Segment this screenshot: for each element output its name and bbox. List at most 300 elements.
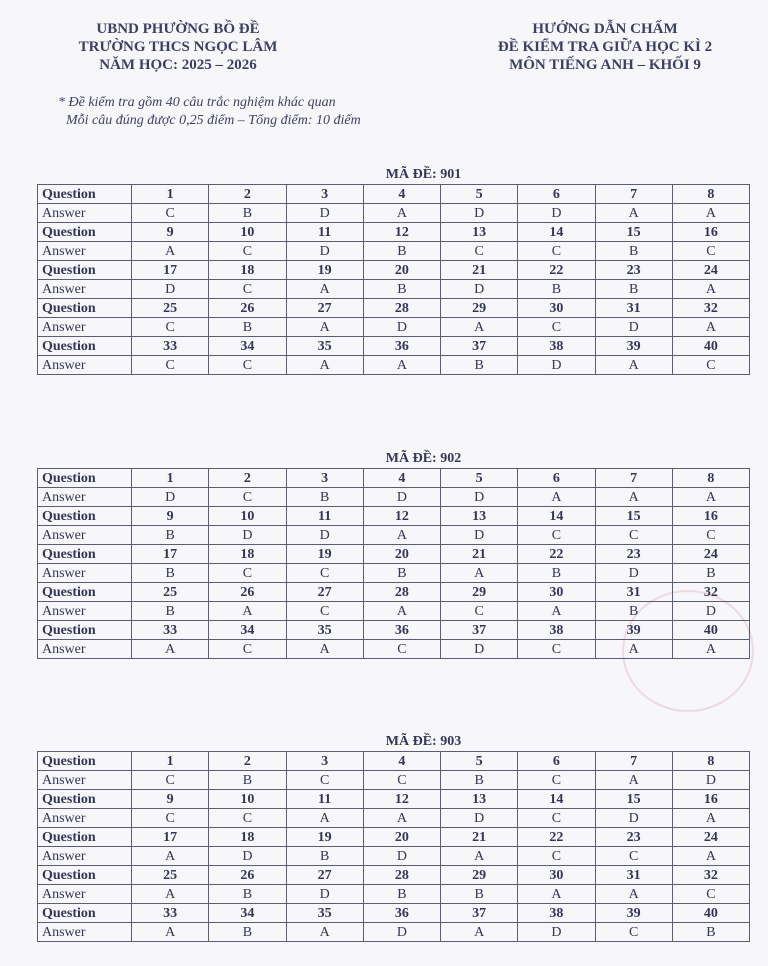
question-row (38, 866, 750, 885)
answer-letter: A (518, 602, 595, 621)
question-number: 16 (672, 790, 749, 809)
answer-letter: A (363, 602, 440, 621)
question-number: 38 (518, 621, 595, 640)
answer-letter: D (209, 847, 286, 866)
answer-letter: A (286, 923, 363, 942)
answer-letter: B (672, 923, 749, 942)
answer-letter: A (132, 640, 209, 659)
question-number: 9 (132, 223, 209, 242)
question-number: 5 (441, 185, 518, 204)
answer-letter: B (441, 356, 518, 375)
answer-letter: B (132, 526, 209, 545)
question-number: 37 (441, 904, 518, 923)
question-row (38, 904, 750, 923)
answer-letter: B (209, 204, 286, 223)
question-number: 19 (286, 261, 363, 280)
answer-letter: B (363, 242, 440, 261)
answer-letter: A (132, 885, 209, 904)
answer-letter: C (363, 771, 440, 790)
question-number: 7 (595, 469, 672, 488)
answer-letter: C (209, 280, 286, 299)
question-label: Question (38, 223, 132, 242)
answer-letter: C (595, 847, 672, 866)
answer-letter: D (595, 318, 672, 337)
question-number: 4 (363, 469, 440, 488)
answer-row (38, 204, 750, 223)
question-number: 20 (363, 545, 440, 564)
answer-letter: C (518, 809, 595, 828)
answer-label: Answer (38, 640, 132, 659)
question-number: 6 (518, 752, 595, 771)
answer-letter: C (363, 640, 440, 659)
question-row (38, 507, 750, 526)
question-number: 39 (595, 904, 672, 923)
question-number: 12 (363, 507, 440, 526)
question-number: 24 (672, 261, 749, 280)
answer-label: Answer (38, 771, 132, 790)
school-year: NĂM HỌC: 2025 – 2026 (99, 57, 257, 73)
question-number: 35 (286, 337, 363, 356)
question-number: 6 (518, 469, 595, 488)
answer-letter: A (209, 602, 286, 621)
question-label: Question (38, 828, 132, 847)
answer-row (38, 640, 750, 659)
answer-letter: D (595, 564, 672, 583)
question-number: 25 (132, 299, 209, 318)
answer-letter: B (595, 242, 672, 261)
answer-row (38, 356, 750, 375)
question-number: 18 (209, 261, 286, 280)
question-number: 37 (441, 337, 518, 356)
answer-label: Answer (38, 885, 132, 904)
question-number: 4 (363, 752, 440, 771)
question-number: 39 (595, 621, 672, 640)
question-number: 40 (672, 904, 749, 923)
question-number: 8 (672, 752, 749, 771)
exam-code-title: MÃ ĐỀ: 903 (385, 734, 462, 749)
question-number: 12 (363, 223, 440, 242)
question-number: 28 (363, 299, 440, 318)
question-number: 23 (595, 261, 672, 280)
answer-letter: A (595, 771, 672, 790)
answer-letter: C (286, 564, 363, 583)
exam-code-title: MÃ ĐỀ: 901 (385, 167, 462, 182)
answer-letter: C (518, 847, 595, 866)
question-number: 13 (441, 790, 518, 809)
answer-letter: B (363, 564, 440, 583)
answer-letter: A (595, 488, 672, 507)
question-number: 11 (286, 223, 363, 242)
question-number: 21 (441, 545, 518, 564)
question-number: 1 (132, 469, 209, 488)
question-number: 18 (209, 828, 286, 847)
question-number: 19 (286, 828, 363, 847)
question-number: 17 (132, 828, 209, 847)
question-number: 32 (672, 866, 749, 885)
document-title: HƯỚNG DẪN CHẤM (532, 21, 678, 37)
answer-letter: A (672, 488, 749, 507)
answer-table (37, 184, 750, 375)
question-number: 15 (595, 790, 672, 809)
answer-label: Answer (38, 564, 132, 583)
answer-letter: C (441, 242, 518, 261)
answer-letter: B (518, 564, 595, 583)
answer-letter: D (286, 204, 363, 223)
question-number: 35 (286, 904, 363, 923)
answer-letter: C (286, 771, 363, 790)
question-row (38, 621, 750, 640)
answer-letter: B (441, 771, 518, 790)
question-number: 34 (209, 904, 286, 923)
question-number: 11 (286, 507, 363, 526)
question-label: Question (38, 337, 132, 356)
answer-row (38, 526, 750, 545)
question-number: 5 (441, 752, 518, 771)
question-number: 31 (595, 866, 672, 885)
ward-name: UBND PHƯỜNG BỒ ĐỀ (96, 21, 260, 37)
question-number: 13 (441, 507, 518, 526)
question-label: Question (38, 507, 132, 526)
answer-letter: A (672, 640, 749, 659)
question-number: 30 (518, 583, 595, 602)
question-number: 3 (286, 185, 363, 204)
answer-letter: D (363, 488, 440, 507)
answer-letter: D (672, 771, 749, 790)
question-label: Question (38, 583, 132, 602)
answer-letter: D (595, 809, 672, 828)
question-number: 3 (286, 752, 363, 771)
question-number: 28 (363, 583, 440, 602)
answer-letter: A (132, 847, 209, 866)
answer-label: Answer (38, 356, 132, 375)
answer-letter: C (286, 602, 363, 621)
question-number: 31 (595, 583, 672, 602)
question-row (38, 583, 750, 602)
question-number: 11 (286, 790, 363, 809)
answer-letter: D (518, 204, 595, 223)
answer-letter: C (672, 526, 749, 545)
answer-letter: A (286, 356, 363, 375)
question-label: Question (38, 621, 132, 640)
answer-letter: C (209, 356, 286, 375)
answer-letter: C (518, 242, 595, 261)
answer-letter: C (595, 923, 672, 942)
answer-letter: D (441, 809, 518, 828)
question-number: 32 (672, 299, 749, 318)
answer-label: Answer (38, 280, 132, 299)
question-number: 13 (441, 223, 518, 242)
note-line-1: * Đề kiểm tra gồm 40 câu trắc nghiệm khác quan (58, 95, 336, 110)
question-number: 33 (132, 337, 209, 356)
answer-label: Answer (38, 488, 132, 507)
question-number: 38 (518, 337, 595, 356)
answer-letter: A (595, 204, 672, 223)
question-row (38, 223, 750, 242)
question-number: 17 (132, 545, 209, 564)
question-number: 40 (672, 621, 749, 640)
answer-label: Answer (38, 204, 132, 223)
question-number: 7 (595, 752, 672, 771)
answer-letter: C (672, 242, 749, 261)
answer-letter: A (132, 242, 209, 261)
answer-letter: C (209, 640, 286, 659)
question-number: 26 (209, 299, 286, 318)
answer-letter: B (209, 923, 286, 942)
question-label: Question (38, 752, 132, 771)
answer-letter: C (672, 356, 749, 375)
answer-row (38, 318, 750, 337)
question-row (38, 790, 750, 809)
answer-letter: B (595, 602, 672, 621)
answer-letter: D (363, 923, 440, 942)
answer-letter: A (286, 640, 363, 659)
answer-letter: B (286, 847, 363, 866)
answer-letter: C (132, 356, 209, 375)
answer-letter: B (363, 885, 440, 904)
answer-label: Answer (38, 602, 132, 621)
question-number: 27 (286, 299, 363, 318)
answer-row (38, 602, 750, 621)
question-number: 36 (363, 337, 440, 356)
question-number: 9 (132, 790, 209, 809)
answer-letter: A (286, 809, 363, 828)
question-number: 1 (132, 752, 209, 771)
question-number: 36 (363, 621, 440, 640)
answer-letter: D (441, 640, 518, 659)
question-row (38, 185, 750, 204)
question-number: 36 (363, 904, 440, 923)
question-number: 14 (518, 223, 595, 242)
answer-letter: B (209, 771, 286, 790)
question-number: 6 (518, 185, 595, 204)
question-number: 19 (286, 545, 363, 564)
answer-letter: B (209, 885, 286, 904)
answer-letter: C (595, 526, 672, 545)
answer-label: Answer (38, 847, 132, 866)
question-row (38, 299, 750, 318)
answer-letter: C (518, 771, 595, 790)
school-header (62, 20, 294, 74)
school-name: TRƯỜNG THCS NGỌC LÂM (78, 39, 278, 55)
answer-letter: C (209, 809, 286, 828)
question-row (38, 828, 750, 847)
answer-letter: B (209, 318, 286, 337)
answer-letter: D (286, 242, 363, 261)
answer-letter: A (132, 923, 209, 942)
question-number: 32 (672, 583, 749, 602)
question-number: 8 (672, 185, 749, 204)
question-label: Question (38, 261, 132, 280)
answer-letter: D (441, 204, 518, 223)
question-number: 14 (518, 790, 595, 809)
answer-letter: A (518, 488, 595, 507)
answer-letter: D (672, 602, 749, 621)
question-number: 29 (441, 299, 518, 318)
answer-letter: B (672, 564, 749, 583)
question-number: 30 (518, 866, 595, 885)
answer-letter: A (363, 204, 440, 223)
answer-letter: C (209, 242, 286, 261)
question-number: 10 (209, 507, 286, 526)
question-number: 33 (132, 621, 209, 640)
question-row (38, 469, 750, 488)
answer-letter: B (441, 885, 518, 904)
question-number: 10 (209, 790, 286, 809)
answer-letter: C (209, 564, 286, 583)
answer-letter: C (518, 640, 595, 659)
answer-letter: C (518, 526, 595, 545)
answer-letter: D (441, 280, 518, 299)
question-number: 22 (518, 828, 595, 847)
answer-table (37, 751, 750, 942)
answer-letter: C (441, 602, 518, 621)
question-number: 33 (132, 904, 209, 923)
answer-letter: D (286, 885, 363, 904)
question-row (38, 752, 750, 771)
question-number: 10 (209, 223, 286, 242)
answer-letter: D (132, 280, 209, 299)
answer-letter: A (672, 809, 749, 828)
question-number: 21 (441, 261, 518, 280)
question-number: 37 (441, 621, 518, 640)
answer-row (38, 809, 750, 828)
answer-key-901 (37, 166, 750, 375)
question-number: 23 (595, 545, 672, 564)
answer-letter: B (595, 280, 672, 299)
answer-letter: D (518, 356, 595, 375)
answer-key-903 (37, 733, 750, 942)
answer-letter: A (363, 526, 440, 545)
question-number: 14 (518, 507, 595, 526)
scoring-notes (58, 94, 361, 130)
question-row (38, 261, 750, 280)
answer-row (38, 923, 750, 942)
question-number: 3 (286, 469, 363, 488)
answer-letter: A (595, 356, 672, 375)
question-number: 26 (209, 583, 286, 602)
answer-letter: B (132, 564, 209, 583)
question-number: 34 (209, 337, 286, 356)
question-number: 15 (595, 223, 672, 242)
question-number: 16 (672, 223, 749, 242)
answer-letter: A (595, 885, 672, 904)
question-number: 22 (518, 545, 595, 564)
question-label: Question (38, 790, 132, 809)
answer-letter: D (363, 318, 440, 337)
question-number: 16 (672, 507, 749, 526)
answer-row (38, 771, 750, 790)
question-number: 2 (209, 185, 286, 204)
question-number: 24 (672, 828, 749, 847)
answer-letter: A (672, 204, 749, 223)
question-label: Question (38, 904, 132, 923)
answer-letter: A (595, 640, 672, 659)
answer-letter: C (672, 885, 749, 904)
answer-letter: D (132, 488, 209, 507)
question-label: Question (38, 866, 132, 885)
question-label: Question (38, 545, 132, 564)
answer-letter: A (363, 809, 440, 828)
answer-letter: A (672, 280, 749, 299)
answer-letter: C (518, 318, 595, 337)
document-header (470, 20, 740, 74)
question-number: 2 (209, 469, 286, 488)
answer-label: Answer (38, 526, 132, 545)
answer-letter: D (363, 847, 440, 866)
question-number: 31 (595, 299, 672, 318)
question-number: 25 (132, 583, 209, 602)
answer-letter: C (132, 809, 209, 828)
answer-label: Answer (38, 242, 132, 261)
question-number: 5 (441, 469, 518, 488)
question-number: 25 (132, 866, 209, 885)
question-number: 21 (441, 828, 518, 847)
answer-letter: D (441, 526, 518, 545)
question-number: 39 (595, 337, 672, 356)
answer-table (37, 468, 750, 659)
answer-letter: D (518, 923, 595, 942)
subject-grade: MÔN TIẾNG ANH – KHỐI 9 (509, 57, 701, 73)
answer-row (38, 847, 750, 866)
question-number: 27 (286, 583, 363, 602)
question-number: 35 (286, 621, 363, 640)
question-number: 17 (132, 261, 209, 280)
question-number: 20 (363, 261, 440, 280)
answer-letter: C (132, 204, 209, 223)
answer-letter: A (672, 318, 749, 337)
answer-letter: A (441, 847, 518, 866)
question-label: Question (38, 469, 132, 488)
answer-label: Answer (38, 318, 132, 337)
question-number: 12 (363, 790, 440, 809)
question-number: 24 (672, 545, 749, 564)
answer-letter: A (441, 923, 518, 942)
question-number: 15 (595, 507, 672, 526)
answer-row (38, 280, 750, 299)
question-number: 9 (132, 507, 209, 526)
question-number: 30 (518, 299, 595, 318)
question-number: 1 (132, 185, 209, 204)
answer-letter: A (518, 885, 595, 904)
answer-letter: A (286, 280, 363, 299)
answer-letter: B (518, 280, 595, 299)
answer-row (38, 242, 750, 261)
note-line-2: Mỗi câu đúng được 0,25 điểm – Tổng điểm: 10 điểm (66, 113, 361, 128)
answer-row (38, 885, 750, 904)
question-number: 18 (209, 545, 286, 564)
answer-label: Answer (38, 923, 132, 942)
question-number: 22 (518, 261, 595, 280)
answer-letter: C (132, 318, 209, 337)
question-number: 4 (363, 185, 440, 204)
question-number: 27 (286, 866, 363, 885)
exam-name: ĐỀ KIỂM TRA GIỮA HỌC KÌ 2 (497, 39, 713, 55)
question-number: 38 (518, 904, 595, 923)
question-number: 20 (363, 828, 440, 847)
question-label: Question (38, 299, 132, 318)
answer-letter: D (441, 488, 518, 507)
answer-row (38, 564, 750, 583)
answer-key-902 (37, 450, 750, 659)
answer-letter: B (132, 602, 209, 621)
answer-letter: D (286, 526, 363, 545)
answer-letter: A (672, 847, 749, 866)
answer-letter: B (286, 488, 363, 507)
question-row (38, 337, 750, 356)
question-number: 40 (672, 337, 749, 356)
question-number: 23 (595, 828, 672, 847)
question-number: 29 (441, 866, 518, 885)
